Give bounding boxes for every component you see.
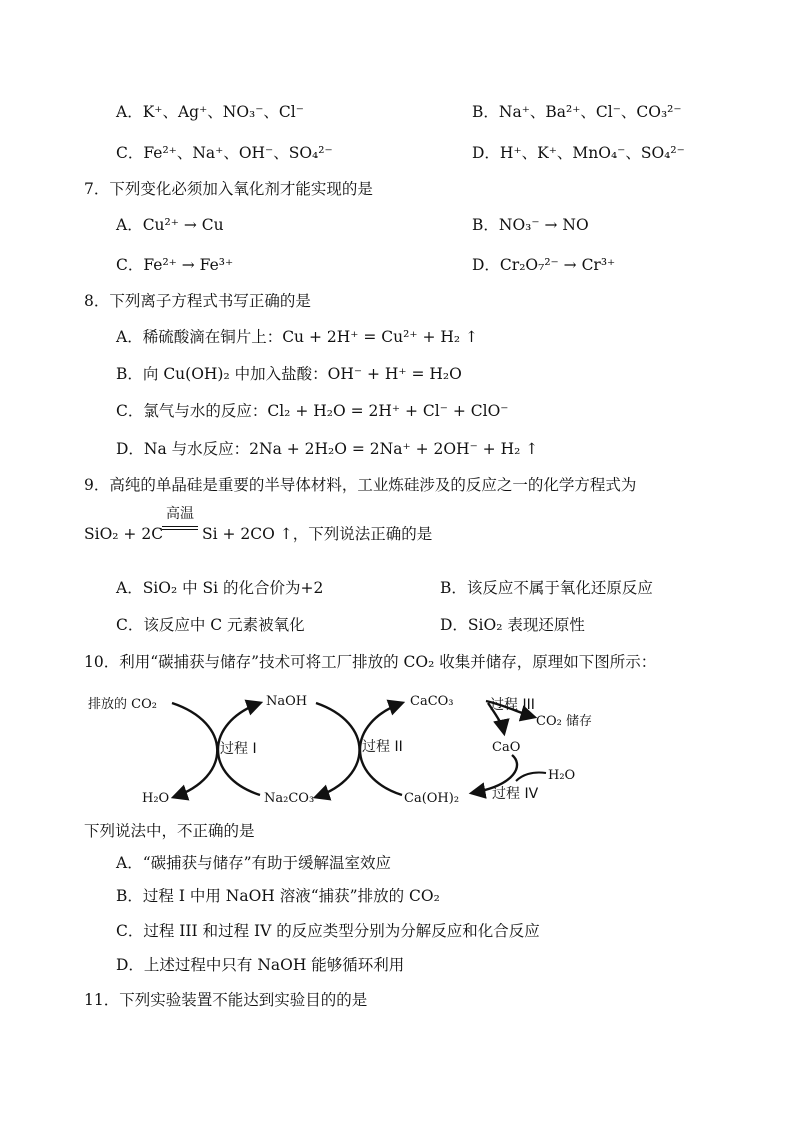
q9-condition-arrow — [162, 506, 198, 530]
q9-equation-right: Si + 2CO ↑，下列说法正确的是 — [202, 525, 433, 543]
label-process-2: 过程 II — [362, 739, 403, 755]
q9-option-a: A．SiO₂ 中 Si 的化合价为+2 — [116, 579, 324, 597]
q9-option-b: B．该反应不属于氧化还原反应 — [440, 579, 653, 597]
label-process-3: 过程 III — [490, 697, 535, 713]
q11-stem: 11．下列实验装置不能达到实验目的的是 — [84, 991, 368, 1009]
double-line — [162, 526, 198, 530]
arrow-co2-to-h2o — [172, 703, 217, 797]
label-process-4: 过程 IV — [492, 786, 539, 802]
label-naoh: NaOH — [266, 694, 308, 709]
q6-option-a: A．K⁺、Ag⁺、NO₃⁻、Cl⁻ — [116, 103, 304, 121]
label-caco3: CaCO₃ — [410, 694, 454, 709]
q10-option-d: D．上述过程中只有 NaOH 能够循环利用 — [116, 956, 405, 974]
q8-stem: 8．下列离子方程式书写正确的是 — [84, 292, 311, 310]
q7-option-a: A．Cu²⁺ → Cu — [116, 216, 224, 234]
q7-option-b: B．NO₃⁻ → NO — [472, 216, 589, 234]
q6-option-d: D．H⁺、K⁺、MnO₄⁻、SO₄²⁻ — [472, 144, 685, 162]
q10-option-c: C．过程 III 和过程 IV 的反应类型分别为分解反应和化合反应 — [116, 922, 540, 940]
label-cao: CaO — [492, 740, 521, 755]
q8-option-b: B．向 Cu(OH)₂ 中加入盐酸：OH⁻ + H⁺ = H₂O — [116, 365, 462, 383]
carbon-capture-diagram — [84, 685, 624, 815]
label-h2o-right: H₂O — [548, 768, 576, 783]
q8-option-c: C．氯气与水的反应：Cl₂ + H₂O = 2H⁺ + Cl⁻ + ClO⁻ — [116, 402, 509, 420]
q6-option-b: B．Na⁺、Ba²⁺、Cl⁻、CO₃²⁻ — [472, 103, 682, 121]
q8-option-a: A．稀硫酸滴在铜片上：Cu + 2H⁺ = Cu²⁺ + H₂ ↑ — [116, 328, 479, 346]
q10-sub-stem: 下列说法中，不正确的是 — [84, 822, 255, 840]
label-process-1: 过程 I — [220, 741, 257, 757]
q7-stem: 7．下列变化必须加入氧化剂才能实现的是 — [84, 180, 373, 198]
label-caoh2: Ca(OH)₂ — [404, 791, 460, 806]
q9-equation-left: SiO₂ + 2C — [84, 525, 164, 543]
label-na2co3: Na₂CO₃ — [264, 791, 315, 806]
arrow-naoh-to-na2co3 — [316, 703, 360, 797]
q9-stem: 9．高纯的单晶硅是重要的半导体材料，工业炼硅涉及的反应之一的化学方程式为 — [84, 476, 637, 494]
label-co2-storage: CO₂ 储存 — [536, 714, 592, 729]
label-h2o-left: H₂O — [142, 791, 170, 806]
q9-option-d: D．SiO₂ 表现还原性 — [440, 616, 585, 634]
q7-option-d: D．Cr₂O₇²⁻ → Cr³⁺ — [472, 256, 616, 274]
q9-condition-label: 高温 — [166, 506, 194, 522]
q7-option-c: C．Fe²⁺ → Fe³⁺ — [116, 256, 234, 274]
q8-option-d: D．Na 与水反应：2Na + 2H₂O = 2Na⁺ + 2OH⁻ + H₂ ↑ — [116, 440, 539, 458]
q10-option-b: B．过程 I 中用 NaOH 溶液“捕获”排放的 CO₂ — [116, 887, 440, 905]
q6-option-c: C．Fe²⁺、Na⁺、OH⁻、SO₄²⁻ — [116, 144, 333, 162]
q10-stem: 10．利用“碳捕获与储存”技术可将工厂排放的 CO₂ 收集并储存，原理如下图所示： — [84, 653, 657, 671]
arrow-h2o-in — [516, 772, 546, 781]
label-emit-co2: 排放的 CO₂ — [88, 697, 157, 712]
q10-option-a: A．“碳捕获与储存”有助于缓解温室效应 — [116, 854, 392, 872]
q9-option-c: C．该反应中 C 元素被氧化 — [116, 616, 305, 634]
